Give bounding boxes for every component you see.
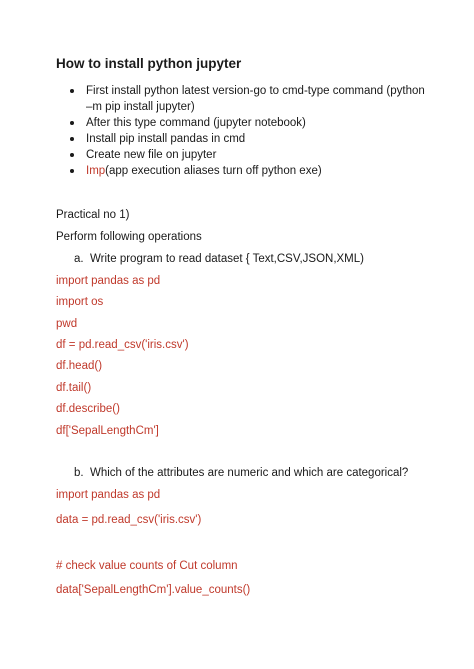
page-title: How to install python jupyter <box>56 56 242 71</box>
install-steps-list <box>56 83 426 179</box>
code-line: import pandas as pd <box>56 275 161 287</box>
bullet-icon <box>70 169 74 173</box>
list-item <box>56 163 426 179</box>
code-comment-line: # check value counts of Cut column <box>56 560 238 572</box>
code-line: import os <box>56 296 104 308</box>
list-item <box>56 147 426 163</box>
code-line: df.describe() <box>56 403 120 415</box>
task-b-text: Which of the attributes are numeric and which are categorical? <box>90 467 409 479</box>
task-a-text: Write program to read dataset { Text,CSV,JSON,XML) <box>90 253 364 265</box>
bullet-icon <box>70 121 74 125</box>
task-b <box>74 465 408 481</box>
bullet-icon <box>70 89 74 93</box>
task-b-marker: b. <box>74 467 84 479</box>
list-item <box>56 83 426 115</box>
task-a-marker: a. <box>74 253 84 265</box>
code-line: import pandas as pd <box>56 489 161 501</box>
code-line: df['SepalLengthCm'] <box>56 425 159 437</box>
list-item <box>56 115 426 131</box>
code-line: data = pd.read_csv('iris.csv') <box>56 514 202 526</box>
list-item-text: After this type command (jupyter notebook) <box>86 117 306 129</box>
instruction-text: Perform following operations <box>56 231 202 243</box>
task-a <box>74 251 364 267</box>
code-line: data['SepalLengthCm'].value_counts() <box>56 584 251 596</box>
list-item-text: Install pip install pandas in cmd <box>86 133 246 145</box>
bullet-icon <box>70 153 74 157</box>
code-line: df = pd.read_csv('iris.csv') <box>56 339 189 351</box>
bullet-icon <box>70 137 74 141</box>
list-item-text: (app execution aliases turn off python exe) <box>105 165 322 177</box>
list-item-prefix: Imp <box>86 165 106 177</box>
code-line: df.head() <box>56 360 103 372</box>
practical-title: Practical no 1) <box>56 209 130 221</box>
list-item <box>56 131 426 147</box>
code-line: df.tail() <box>56 382 92 394</box>
list-item-text: First install python latest version-go to cmd-type command (python –m pip install jupyter) <box>86 85 425 113</box>
code-line: pwd <box>56 318 78 330</box>
list-item-text: Create new file on jupyter <box>86 149 217 161</box>
